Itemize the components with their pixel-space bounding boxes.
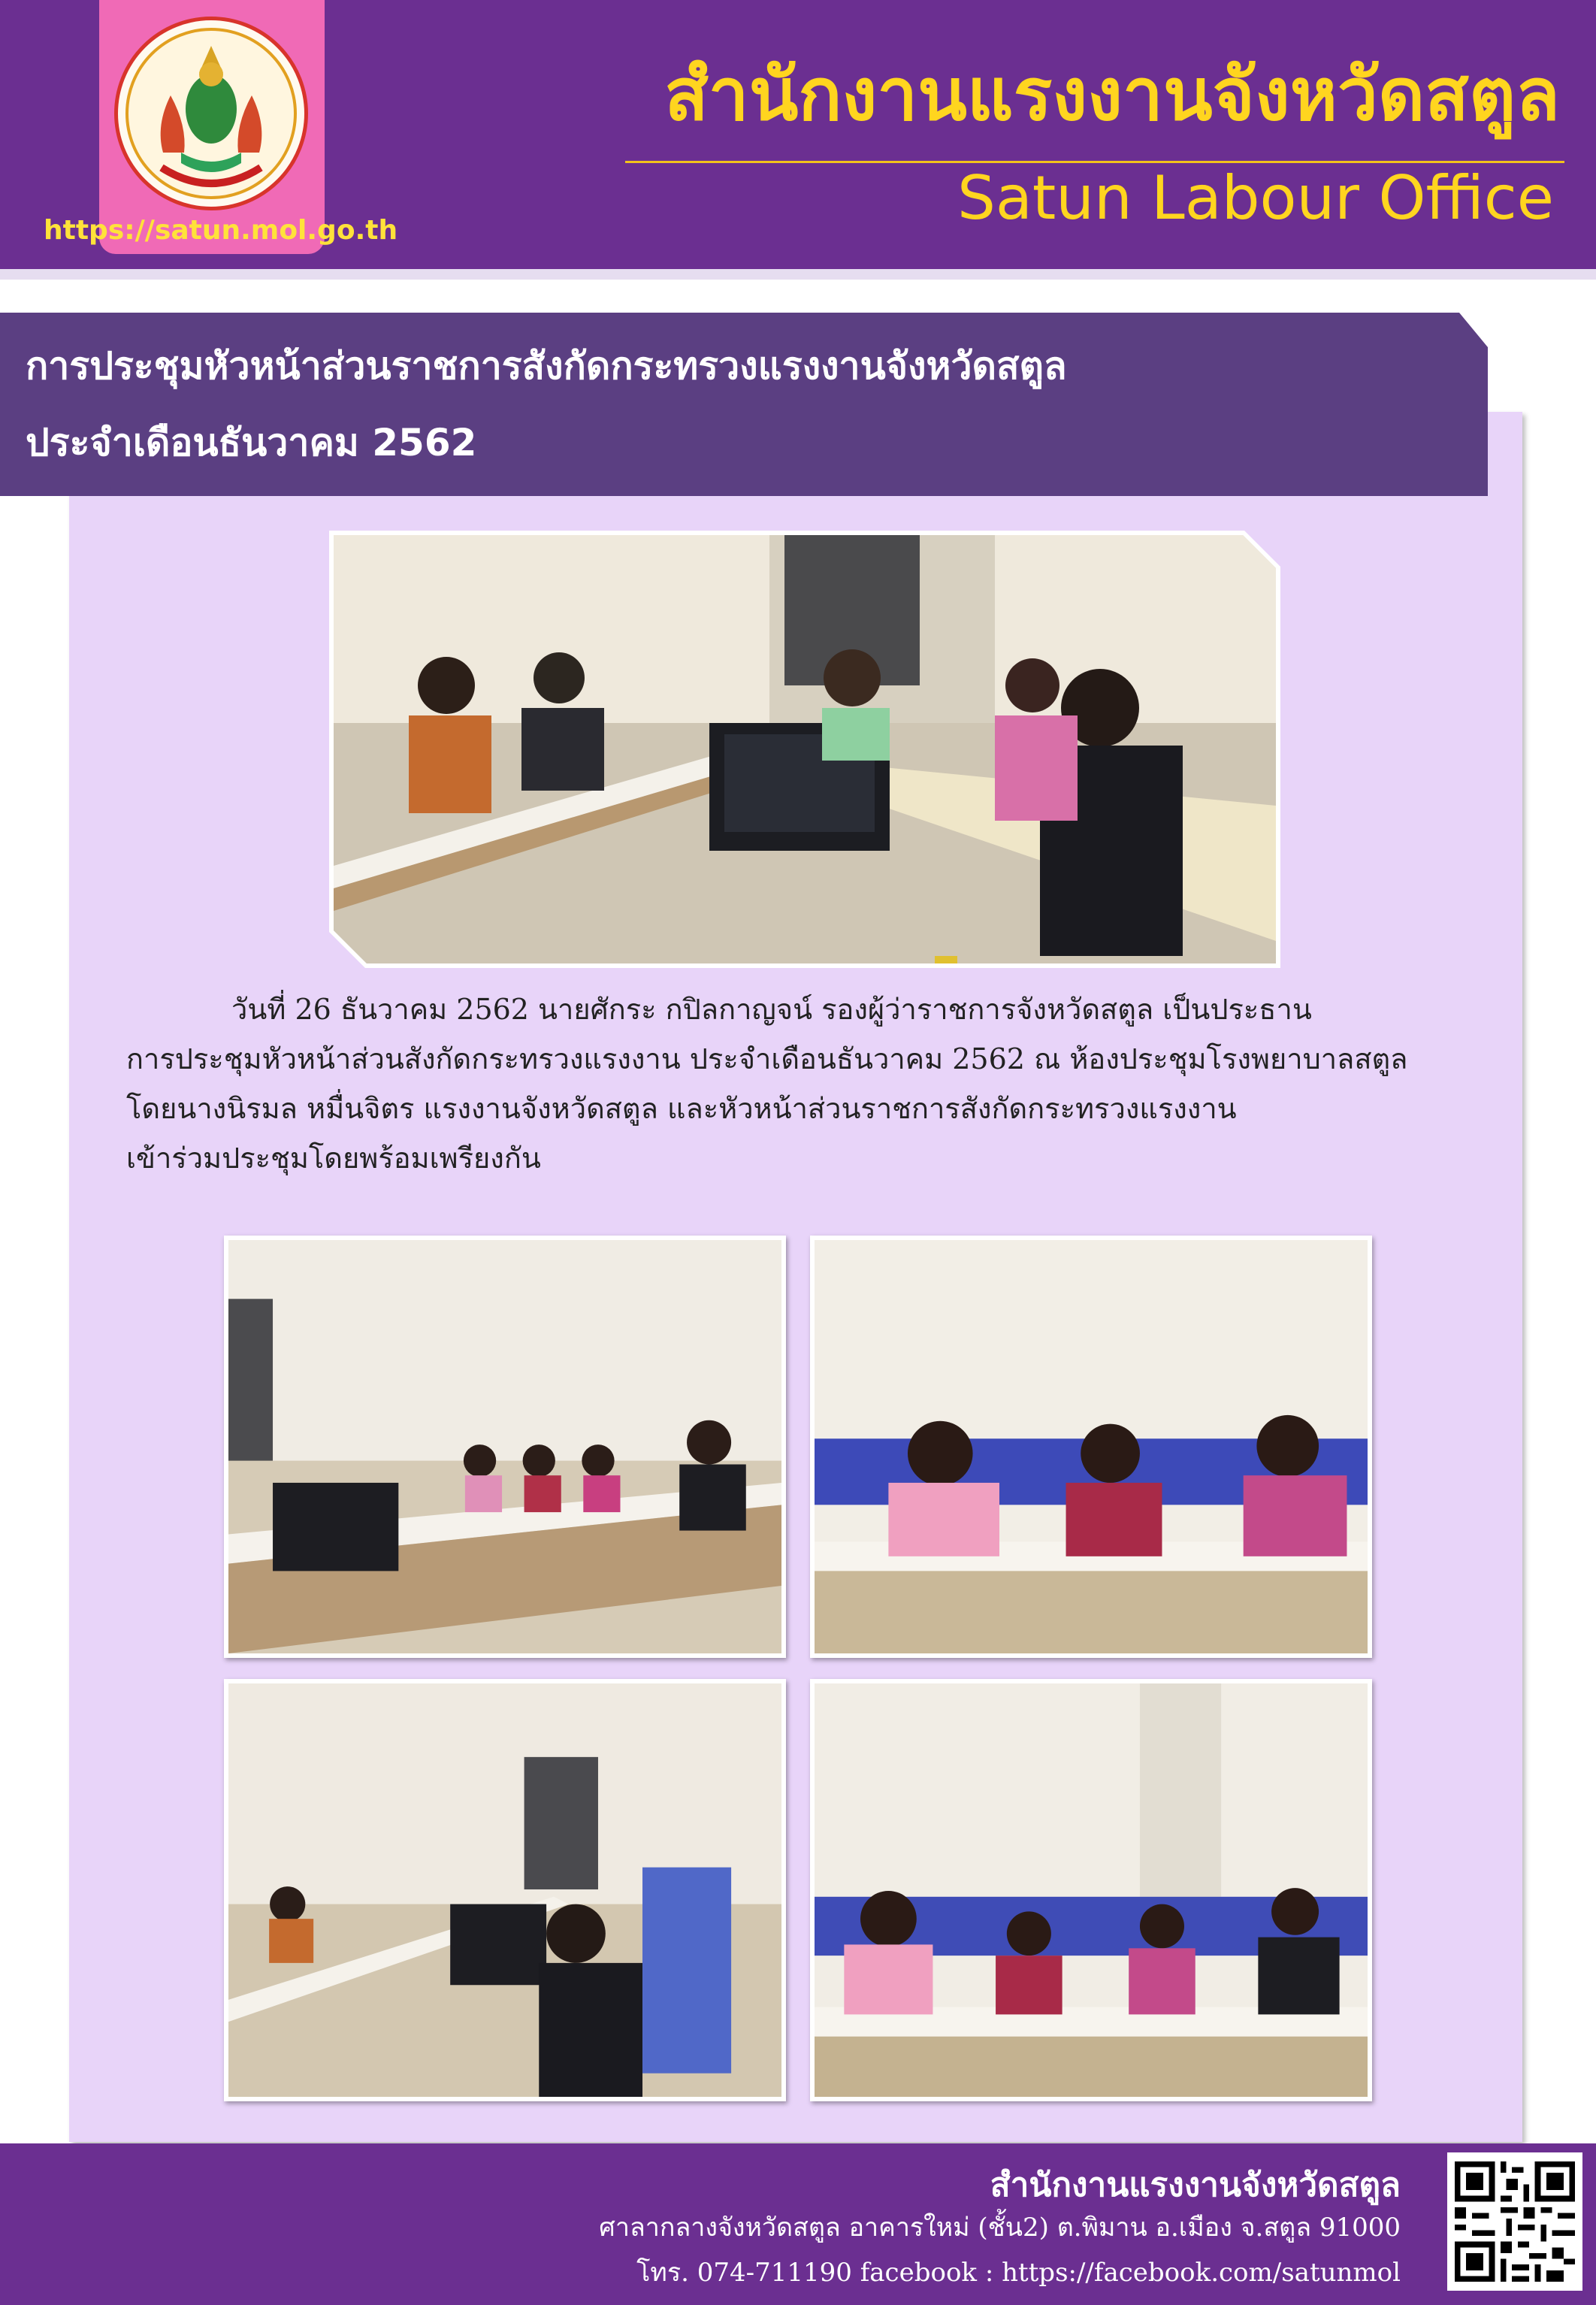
ministry-seal-logo <box>114 17 308 210</box>
meeting-photo-row <box>810 1679 1372 2101</box>
body-line: เข้าร่วมประชุมโดยพร้อมเพรียงกัน <box>126 1142 541 1175</box>
body-line: การประชุมหัวหน้าส่วนสังกัดกระทรวงแรงงาน ประจำเดือนธันวาคม 2562 ณ ห้องประชุมโรงพยาบาลสตูล <box>126 1042 1408 1075</box>
body-line: วันที่ 26 ธันวาคม 2562 นายศักระ กปิลกาญจน์ รองผู้ว่าราชการจังหวัดสตูล เป็นประธาน <box>231 993 1312 1026</box>
header-divider <box>0 269 1596 280</box>
office-name-english: Satun Labour Office <box>957 163 1554 233</box>
page-title: การประชุมหัวหน้าส่วนราชการสังกัดกระทรวงแรงงานจังหวัดสตูล <box>26 344 1067 388</box>
article-body <box>126 985 1464 1183</box>
meeting-photo-participants <box>810 1236 1372 1658</box>
office-name-thai: สำนักงานแรงงานจังหวัดสตูล <box>664 53 1560 137</box>
body-line: โดยนางนิรมล หมื่นจิตร แรงงานจังหวัดสตูล และหัวหน้าส่วนราชการสังกัดกระทรวงแรงงาน <box>126 1092 1237 1125</box>
footer-contact[interactable]: โทร. 074-711190 facebook : https://facebook.com/satunmol <box>636 2258 1401 2288</box>
website-link[interactable]: https://satun.mol.go.th <box>44 215 398 246</box>
meeting-photo-main <box>334 535 1276 963</box>
footer-address: ศาลากลางจังหวัดสตูล อาคารใหม่ (ชั้น2) ต.พิมาน อ.เมือง จ.สตูล 91000 <box>599 2213 1401 2243</box>
footer-office-name: สำนักงานแรงงานจังหวัดสตูล <box>990 2166 1401 2204</box>
meeting-photo-side-view <box>224 1679 786 2101</box>
page-subtitle: ประจำเดือนธันวาคม 2562 <box>26 421 477 464</box>
meeting-photo-table-left <box>224 1236 786 1658</box>
qr-code-icon[interactable] <box>1447 2152 1582 2291</box>
